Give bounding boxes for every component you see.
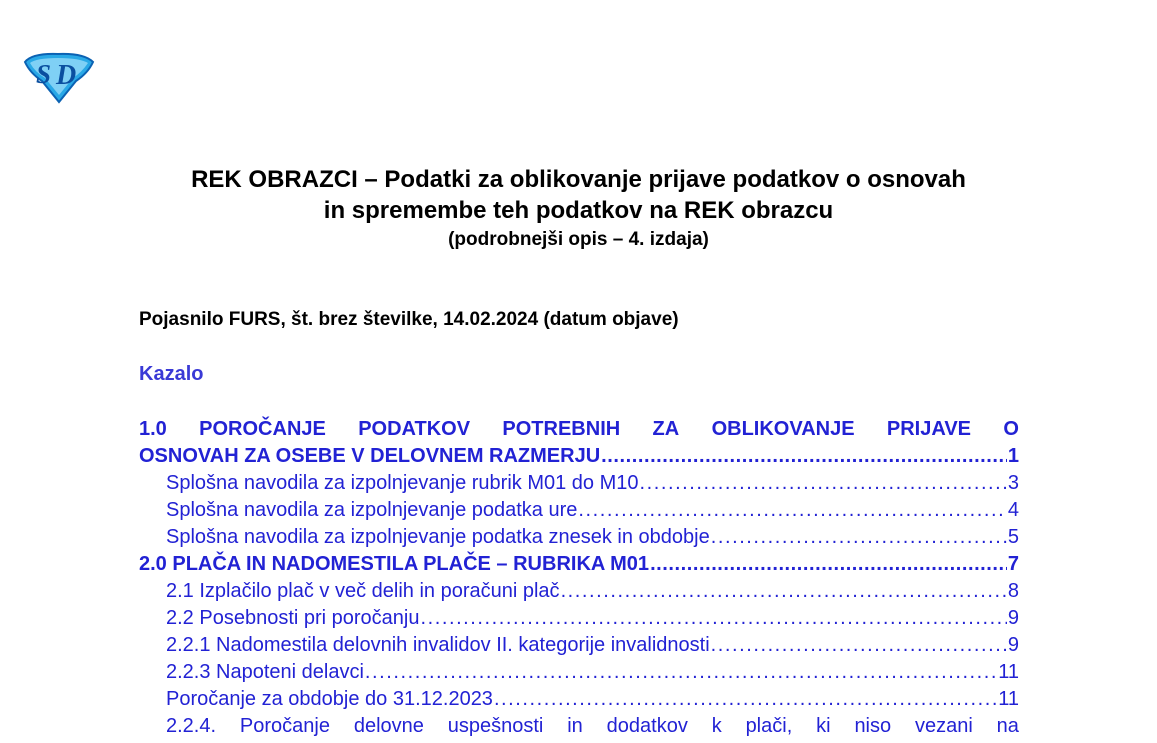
toc-entry-2-0[interactable] [139, 551, 1019, 578]
toc-entry-1-line-2 [139, 443, 1019, 470]
toc-entry-text: 2.0 PLAČA IN NADOMESTILA PLAČE – RUBRIKA M01 [139, 553, 650, 575]
company-logo [22, 50, 96, 104]
toc-entry-splosna-rubrik[interactable] [139, 470, 1019, 497]
toc-word: POTREBNIH [502, 418, 621, 440]
toc-word: OBLIKOVANJE [711, 418, 855, 440]
toc-entry-1-line-1 [139, 416, 1019, 443]
toc-leader-dots [601, 443, 1007, 470]
toc-entry-text: Splošna navodila za izpolnjevanje rubrik M01 do M10 [166, 472, 639, 494]
toc-word: PODATKOV [358, 418, 471, 440]
toc-entry-text: 2.1 Izplačilo plač v več delih in poračuni plač [166, 580, 560, 602]
toc-leader-dots [494, 686, 997, 713]
toc-word: in [567, 715, 583, 737]
toc-word: vezani [915, 715, 973, 737]
toc-word: ZA [652, 418, 680, 440]
toc-word: niso [854, 715, 892, 737]
toc-leader-dots [711, 632, 1007, 659]
toc-entry-text: Poročanje za obdobje do 31.12.2023 [166, 688, 493, 710]
toc-entry-text: 2.2.1 Nadomestila delovnih invalidov II. kategorije invalidnosti [166, 634, 710, 656]
toc-page-number: 11 [998, 688, 1019, 710]
toc-leader-dots [365, 659, 997, 686]
toc-word: uspešnosti [447, 715, 544, 737]
toc-page-number: 5 [1007, 526, 1019, 548]
toc-page-number: 9 [1007, 634, 1019, 656]
toc-entry-splosna-ure[interactable] [139, 497, 1019, 524]
document-subtitle: (podrobnejši opis – 4. izdaja) [448, 229, 709, 250]
toc-entry-text: 2.2.3 Napoteni delavci [166, 661, 364, 683]
document-title-line-1: REK OBRAZCI – Podatki za oblikovanje prijave podatkov o osnovah [191, 166, 966, 193]
toc-entry-2-2-4[interactable] [139, 713, 1019, 740]
toc-leader-dots [711, 524, 1007, 551]
toc-entry-text: OSNOVAH ZA OSEBE V DELOVNEM RAZMERJU [139, 445, 601, 467]
toc-leader-dots [561, 578, 1007, 605]
toc-entry-text: Splošna navodila za izpolnjevanje podatka ure [166, 499, 578, 521]
toc-word: PRIJAVE [886, 418, 971, 440]
toc-page-number: 1 [1007, 445, 1019, 467]
toc-word: delovne [353, 715, 424, 737]
reference-line: Pojasnilo FURS, št. brez številke, 14.02.2024 (datum objave) [139, 309, 679, 330]
toc-page-number: 9 [1007, 607, 1019, 629]
toc-entry-porocanje-2023[interactable] [139, 686, 1019, 713]
toc-leader-dots [650, 551, 1007, 578]
svg-text:S: S [36, 59, 52, 89]
toc-word: POROČANJE [199, 418, 326, 440]
toc-entry-text: 2.2 Posebnosti pri poročanju [166, 607, 420, 629]
toc-page-number: 7 [1007, 553, 1019, 575]
toc-word: Poročanje [239, 715, 330, 737]
toc-page-number: 4 [1007, 499, 1019, 521]
toc-leader-dots [578, 497, 1006, 524]
toc-page-number: 11 [998, 661, 1019, 683]
toc-word: 2.2.4. [166, 715, 217, 737]
toc-leader-dots [421, 605, 1007, 632]
toc-entry-2-2[interactable] [139, 605, 1019, 632]
toc-heading[interactable]: Kazalo [139, 363, 204, 385]
toc-entry-splosna-znesek[interactable] [139, 524, 1019, 551]
toc-word: na [996, 715, 1019, 737]
toc-entry-2-2-4-line-1 [166, 713, 1019, 740]
toc-word: dodatkov [606, 715, 688, 737]
toc-word: 1.0 [139, 418, 167, 440]
toc-word: k [711, 715, 722, 737]
toc-entry-2-2-3[interactable] [139, 659, 1019, 686]
toc-page-number: 3 [1007, 472, 1019, 494]
toc-word: ki [816, 715, 831, 737]
toc-entry-2-1[interactable] [139, 578, 1019, 605]
svg-text:D: D [56, 60, 77, 91]
toc-entry-1[interactable] [139, 416, 1019, 470]
toc-entry-text: Splošna navodila za izpolnjevanje podatka znesek in obdobje [166, 526, 710, 548]
document-title-line-2: in spremembe teh podatkov na REK obrazcu [323, 197, 834, 224]
toc-entry-2-2-1[interactable] [139, 632, 1019, 659]
toc-word: plači, [745, 715, 793, 737]
toc-word: O [1003, 418, 1019, 440]
toc-leader-dots [640, 470, 1007, 497]
toc-page-number: 8 [1007, 580, 1019, 602]
